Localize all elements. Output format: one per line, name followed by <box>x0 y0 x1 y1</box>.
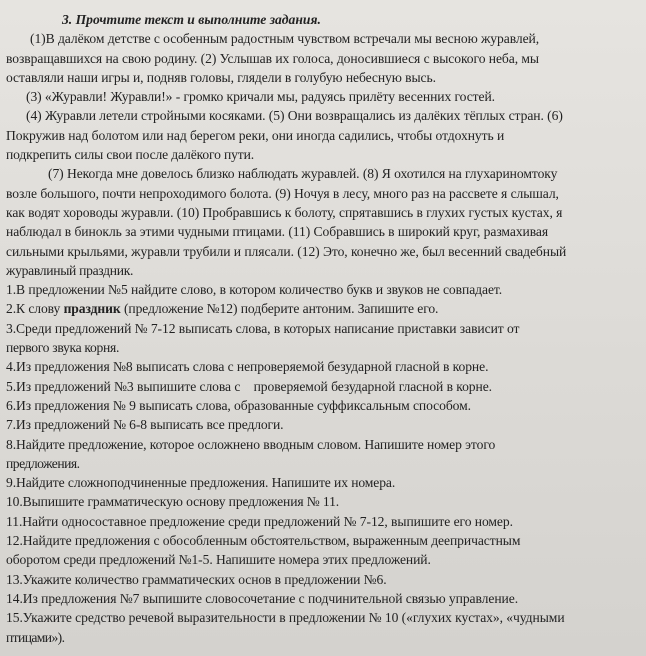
question-3: 3.Среди предложений № 7-12 выписать слова, в которых написание приставки зависит от <box>6 320 520 336</box>
question-14: 14.Из предложения №7 выпишите словосочетание с подчинительной связью управление. <box>6 590 519 606</box>
passage-line: подкрепить силы свои после далёкого пути. <box>6 147 254 163</box>
question-2-text: 2.К слову <box>6 301 64 317</box>
question-7: 7.Из предложений № 6-8 выписать все предлоги. <box>6 417 284 433</box>
question-4: 4.Из предложения №8 выписать слова с непроверяемой безударной гласной в корне. <box>6 359 489 375</box>
passage-line: (3) «Журавли! Журавли!» - громко кричали мы, радуясь прилёту весенних гостей. <box>26 89 496 105</box>
passage-line: возвращавшихся на свою родину. (2) Услышав их голоса, доносившиеся с высокого неба, мы <box>6 50 539 66</box>
question-6: 6.Из предложения № 9 выписать слова, образованные суффиксальным способом. <box>6 397 471 413</box>
question-9: 9.Найдите сложноподчиненные предложения. Напишите их номера. <box>6 475 396 491</box>
passage-line: возле большого, почти непроходимого болота. (9) Ночуя в лесу, много раз на рассвете я слышал, <box>6 185 559 201</box>
passage-line: Покружив над болотом или над берегом реки, они иногда садились, чтобы отдохнуть и <box>6 127 505 143</box>
question-11: 11.Найти односоставное предложение среди предложений № 7-12, выпишите его номер. <box>6 513 513 529</box>
passage-line: (4) Журавли летели стройными косяками. (5) Они возвращались из далёких тёплых стран. (6) <box>26 108 563 124</box>
question-15: 15.Укажите средство речевой выразительности в предложении № 10 («глухих кустах», «чудными <box>6 610 565 626</box>
question-12-continued: оборотом среди предложений №1-5. Напишите номера этих предложений. <box>6 552 431 568</box>
question-10: 10.Выпишите грамматическую основу предложения № 11. <box>6 494 340 510</box>
passage-line: наблюдал в бинокль за этими чудными птицами. (11) Собравшись в широкий круг, размахивая <box>6 224 549 240</box>
question-5: 5.Из предложений №3 выпишите слова с проверяемой безударной гласной в корне. <box>6 378 492 394</box>
questions-list <box>6 280 638 647</box>
reading-passage <box>6 29 638 280</box>
question-15-continued: птицами»). <box>6 629 65 645</box>
question-13: 13.Укажите количество грамматических основ в предложении №6. <box>6 571 387 587</box>
passage-line: как водят хороводы журавли. (10) Пробравшись к болоту, спрятавшись в глухих густых кустах, я <box>6 204 563 220</box>
passage-line: (1)В далёком детстве с особенным радостным чувством встречали мы весною журавлей, <box>30 31 540 47</box>
passage-line: сильными крыльями, журавли трубили и плясали. (12) Это, конечно же, был весенний свадебный <box>6 243 567 259</box>
passage-line: журавлиный праздник. <box>6 262 134 278</box>
question-3-continued: первого звука корня. <box>6 340 120 356</box>
question-8: 8.Найдите предложение, которое осложнено вводным словом. Напишите номер этого <box>6 436 496 452</box>
question-12: 12.Найдите предложения с обособленным обстоятельством, выраженным деепричастным <box>6 533 521 549</box>
task-heading: 3. Прочтите текст и выполните задания. <box>62 12 321 27</box>
passage-line: оставляли наши игры и, подняв головы, глядели в голубую небесную высь. <box>6 69 436 85</box>
question-8-continued: предложения. <box>6 455 80 471</box>
question-2-keyword: праздник <box>63 301 121 317</box>
question-2-rest: (предложение №12) подберите антоним. Запишите его. <box>120 301 439 317</box>
passage-line: (7) Некогда мне довелось близко наблюдать журавлей. (8) Я охотился на глухариномтоку <box>48 166 558 182</box>
question-1: 1.В предложении №5 найдите слово, в котором количество букв и звуков не совпадает. <box>6 282 503 298</box>
question-2 <box>6 299 638 318</box>
